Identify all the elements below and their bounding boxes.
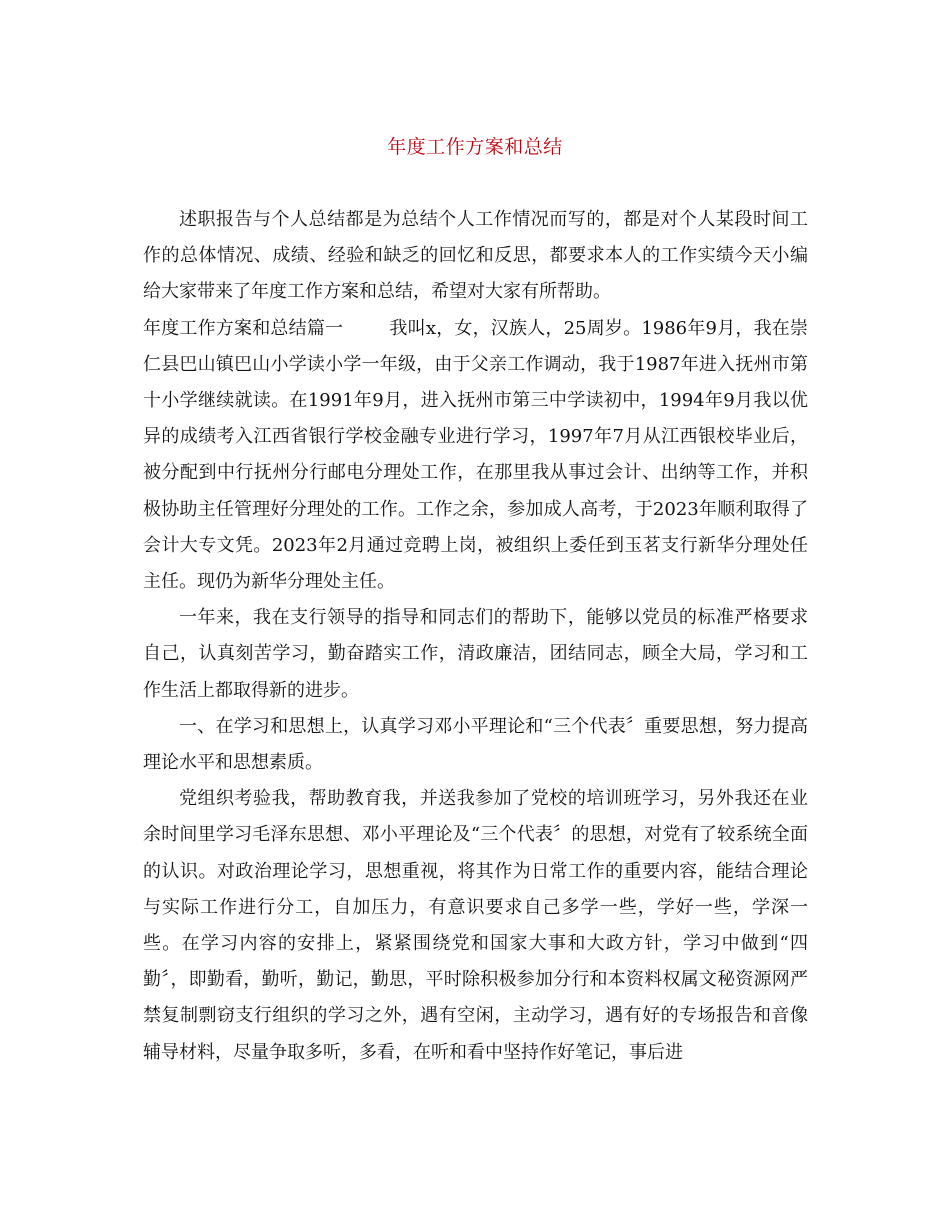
paragraph-4: 党组织考验我，帮助教育我，并送我参加了党校的培训班学习，另外我还在业余时间里学习毛泽东思想、邓小平理论及“三个代表〞的思想，对党有了较系统全面的认识。对政治理论学习，思想重视，将其作为日常工作的重要内容，能结合理论与实际工作进行分工，自加压力，有意识要求自己多学一些，学好一些，学深一些。在学习内容的安排上，紧紧围绕党和国家大事和大政方针，学习中做到“四勤〞，即勤看，勤听，勤记，勤思，平时除积极参加分行和本资料权属文秘资源网严禁复制剽窃支行组织的学习之外，遇有空闲，主动学习，遇有好的专场报告和音像辅导材料，尽量争取多听，多看，在听和看中坚持作好笔记，事后进 <box>143 788 808 1063</box>
document-body <box>143 202 808 1071</box>
intro-paragraph: 述职报告与个人总结都是为总结个人工作情况而写的，都是对个人某段时间工作的总体情况、成绩、经验和缺乏的回忆和反思，都要求本人的工作实绩今天小编给大家带来了年度工作方案和总结，希望对大家有所帮助。 <box>143 209 808 303</box>
paragraph-2: 一年来，我在支行领导的指导和同志们的帮助下，能够以党员的标准严格要求自己，认真刻苦学习，勤奋踏实工作，清政廉洁，团结同志，顾全大局，学习和工作生活上都取得新的进步。 <box>143 607 808 701</box>
paragraph-3: 一、在学习和思想上，认真学习邓小平理论和“三个代表〞重要思想，努力提高理论水平和思想素质。 <box>143 715 808 774</box>
section-body-text: 我叫x，女，汉族人，25周岁。1986年9月，我在崇仁县巴山镇巴山小学读小学一年级，由于父亲工作调动，我于1987年进入抚州市第十小学继续就读。在1991年9月，进入抚州市第三中学读初中，1994年9月我以优异的成绩考入江西省银行学校金融专业进行学习，1997年7月从江西银校毕业后，被分配到中行抚州分行邮电分理处工作，在那里我从事过会计、出纳等工作，并积极协助主任管理好分理处的工作。工作之余，参加成人高考，于2023年顺利取得了会计大专文凭。2023年2月通过竞聘上岗，被组织上委任到玉茗支行新华分理处任主任。现仍为新华分理处主任。 <box>143 317 808 593</box>
section-heading: 年度工作方案和总结篇一 <box>143 317 344 339</box>
section-paragraph <box>143 311 808 601</box>
document-title: 年度工作方案和总结 <box>387 136 563 158</box>
